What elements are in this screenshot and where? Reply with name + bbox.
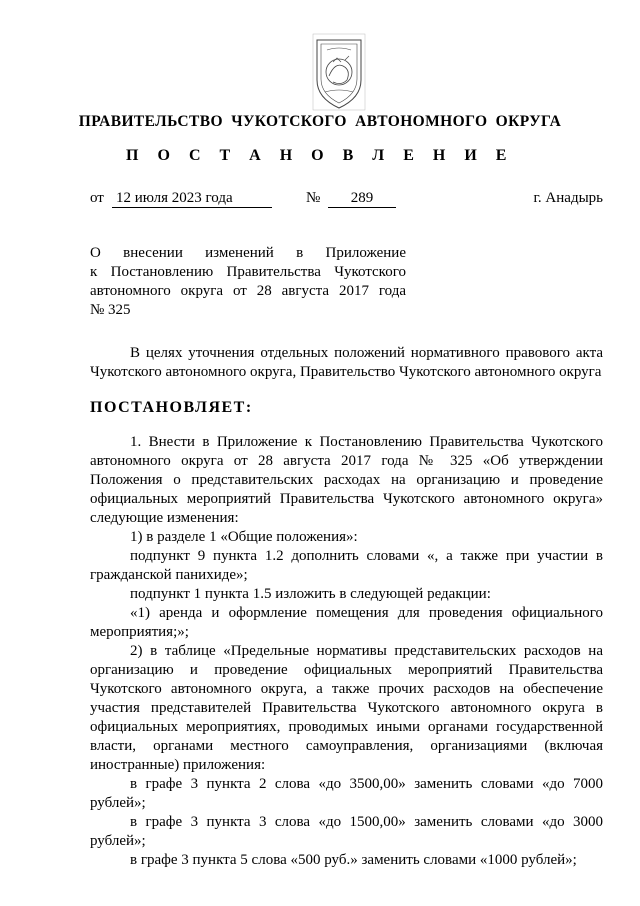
document-body bbox=[90, 344, 603, 870]
body-paragraph: в графе 3 пункта 2 слова «до 3500,00» заменить словами «до 7000 рублей»; bbox=[90, 776, 603, 811]
body-paragraph: 1. Внести в Приложение к Постановлению Правительства Чукотского автономного округа от 28 августа 2017 года № 325 «Об утверждении Положения о представительских расходах на организацию и проведение официальных мероприятий Правительства Чукотского автономного округа» следующие изменения: bbox=[90, 434, 603, 526]
document-date: 12 июля 2023 года bbox=[112, 190, 272, 208]
document-city: г. Анадырь bbox=[533, 190, 603, 206]
preamble-paragraph: В целях уточнения отдельных положений нормативного правового акта Чукотского автономного округа, Правительство Чукотского автономного округа bbox=[90, 345, 603, 380]
document-type-title: П О С Т А Н О В Л Е Н И Е bbox=[126, 147, 514, 164]
number-sign: № bbox=[306, 190, 321, 206]
subject-line: к Постановлению Правительства Чукотского bbox=[90, 264, 406, 280]
subject-line: О внесении изменений в Приложение bbox=[90, 245, 406, 261]
body-paragraph: 1) в разделе 1 «Общие положения»: bbox=[130, 529, 358, 545]
body-paragraph: «1) аренда и оформление помещения для проведения официального мероприятия;»; bbox=[90, 605, 603, 640]
government-title: ПРАВИТЕЛЬСТВО ЧУКОТСКОГО АВТОНОМНОГО ОКРУГА bbox=[78, 113, 562, 130]
resolves-heading: ПОСТАНОВЛЯЕТ: bbox=[90, 399, 253, 416]
body-paragraph: 2) в таблице «Предельные нормативы представительских расходов на организацию и проведение официальных мероприятий Правительства Чукотского автономного округа, а также прочих расходов на обеспечение участия представителей Правительства Чукотского автономного округа в официальных мероприятиях, проводимых иными органами государственной власти, органами местного самоуправления, организациями (включая иностранные) приложения: bbox=[90, 643, 603, 773]
body-paragraph: в графе 3 пункта 3 слова «до 1500,00» заменить словами «до 3000 рублей»; bbox=[90, 814, 603, 849]
body-paragraph: в графе 3 пункта 5 слова «500 руб.» заменить словами «1000 рублей»; bbox=[130, 852, 577, 868]
subject-line: № 325 bbox=[90, 302, 131, 318]
subject-line: автономного округа от 28 августа 2017 года bbox=[90, 283, 406, 299]
date-number-line bbox=[90, 190, 603, 212]
coat-of-arms-emblem bbox=[303, 32, 375, 112]
document-number: 289 bbox=[328, 190, 396, 208]
body-paragraph: подпункт 9 пункта 1.2 дополнить словами «, а также при участии в гражданской панихиде»; bbox=[90, 548, 603, 583]
date-from-label: от bbox=[90, 190, 104, 206]
document-subject bbox=[90, 244, 406, 320]
body-paragraph: подпункт 1 пункта 1.5 изложить в следующей редакции: bbox=[130, 586, 491, 602]
